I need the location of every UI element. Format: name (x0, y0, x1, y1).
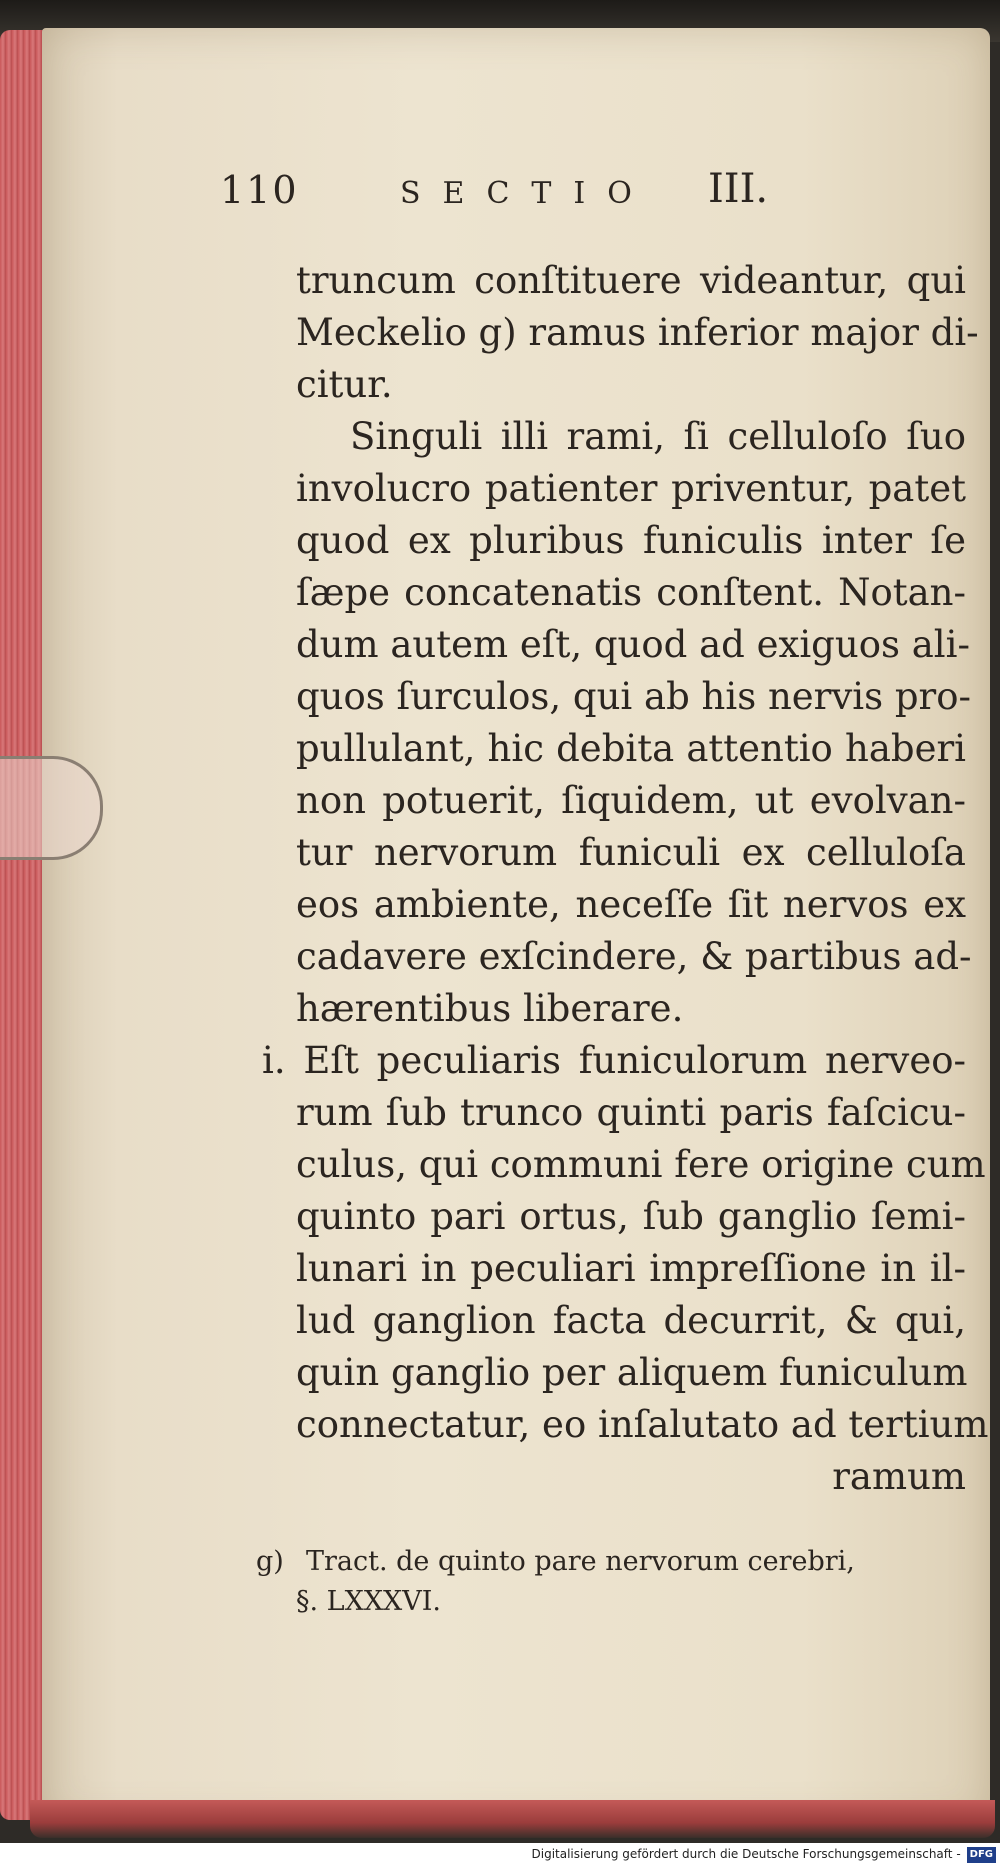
text-line: cadavere exſcindere, & partibus ad- (296, 935, 972, 978)
text-line: Meckelio g) ramus inferior major di- (296, 311, 979, 354)
body-text (262, 255, 989, 1503)
footnote-line: §. LXXXVI. (296, 1586, 442, 1617)
text-line: lud ganglion facta decurrit, & qui, (296, 1299, 966, 1342)
text-line: quod ex pluribus funiculis inter ſe (296, 519, 966, 562)
text-line: connectatur, eo inſalutato ad tertium (296, 1403, 989, 1446)
text-line: quinto pari ortus, ſub ganglio ſemi- (296, 1195, 966, 1238)
text-line: hærentibus liberare. (296, 987, 684, 1030)
credit-text: Digitalisierung gefördert durch die Deutsche Forschungsgemeinschaft - (531, 1847, 961, 1861)
text-line: rum ſub trunco quinti paris faſcicu- (296, 1091, 966, 1134)
text-line: Singuli illi rami, ſi celluloſo ſuo (350, 415, 966, 458)
text-line: pullulant, hic debita attentio haberi (296, 727, 966, 770)
text-line: i. Eſt peculiaris funiculorum nerveo- (262, 1039, 966, 1082)
text-line: quin ganglio per aliquem funiculum (296, 1351, 968, 1394)
section-number: III. (708, 166, 769, 212)
dfg-logo-icon: DFG (967, 1847, 996, 1863)
text-line: culus, qui communi fere origine cum (296, 1143, 986, 1186)
page-number: 110 (220, 168, 299, 212)
text-line: lunari in peculiari impreſſione in il- (296, 1247, 966, 1290)
text-line: involucro patienter priventur, patet (296, 467, 966, 510)
digitization-credit (0, 1843, 1000, 1865)
footnote-marker: g) (256, 1546, 284, 1577)
text-line: eos ambiente, neceſſe ſit nervos ex (296, 883, 966, 926)
text-line: ſæpe concatenatis conſtent. Notan- (296, 571, 966, 614)
text-line: quos ſurculos, qui ab his nervis pro- (296, 675, 971, 718)
text-line: non potuerit, ſiquidem, ut evolvan- (296, 779, 966, 822)
bookmark-tab (0, 756, 103, 860)
footnote-line: Tract. de quinto pare nervorum cerebri, (306, 1546, 855, 1577)
catchword: ramum (832, 1455, 966, 1498)
footnote (256, 1542, 962, 1622)
red-bottom-edge (30, 1800, 995, 1838)
text-line: truncum conſtituere videantur, qui (296, 259, 966, 302)
text-line: citur. (296, 363, 393, 406)
text-line: dum autem eſt, quod ad exiguos ali- (296, 623, 970, 666)
text-line: tur nervorum funiculi ex celluloſa (296, 831, 966, 874)
running-head: SECTIO (400, 176, 654, 211)
